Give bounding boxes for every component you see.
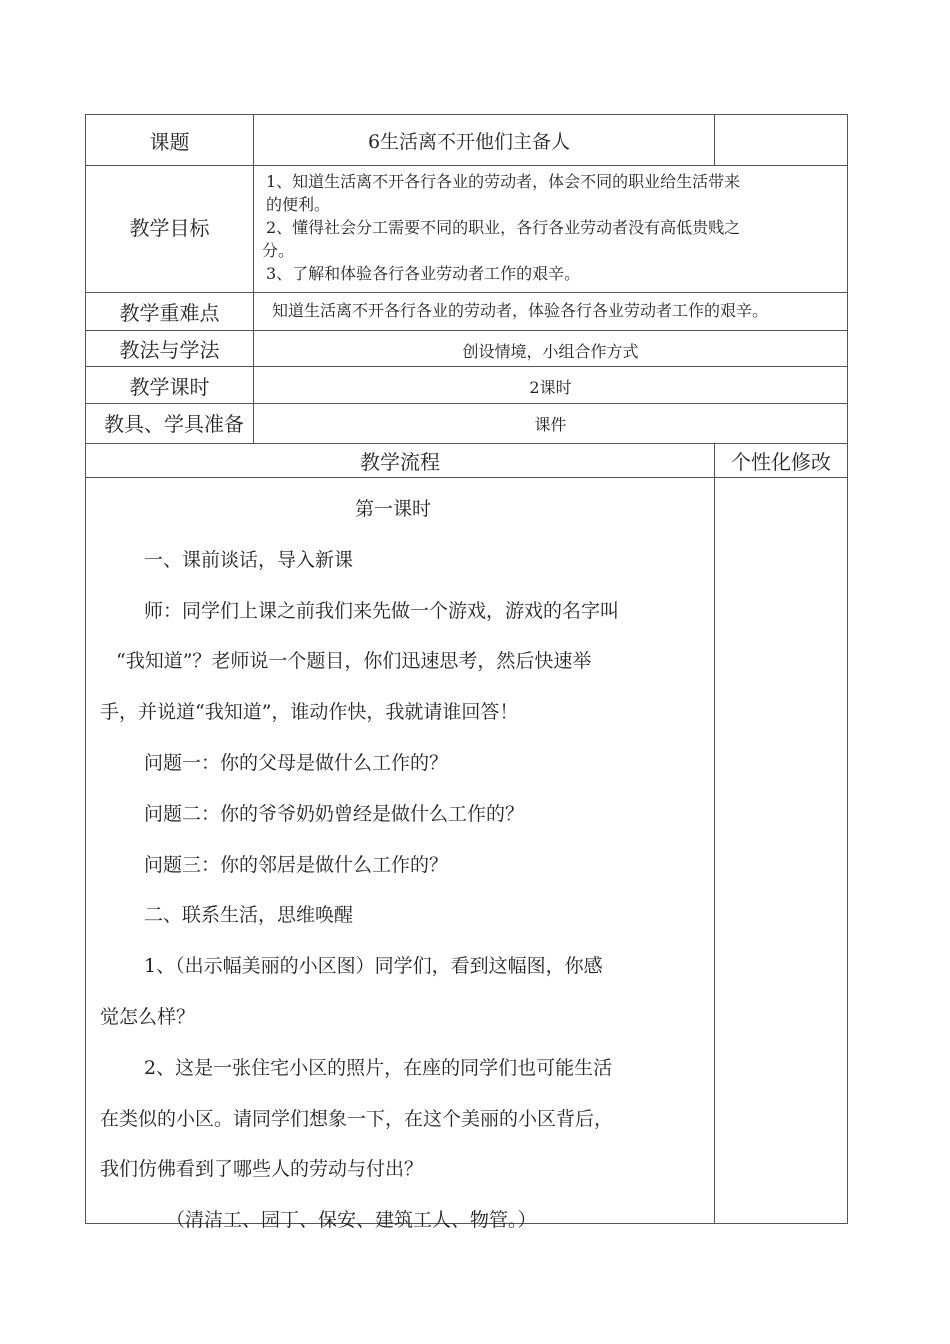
materials-label: 教具、学具准备 [104, 412, 244, 436]
process-line: “我知道”？老师说一个题目，你们迅速思考，然后快速举 [116, 650, 592, 673]
objectives-list [262, 170, 842, 292]
teaching-process-body [100, 484, 710, 1246]
key-points-label: 教学重难点 [119, 301, 220, 325]
objective-line: 3、了解和体验各行各业劳动者工作的艰辛。 [266, 264, 581, 283]
objective-line: 的便利。 [266, 195, 331, 214]
lesson-title-label: 课题 [149, 129, 190, 154]
objective-line: 分。 [262, 241, 295, 260]
section-heading: 第一课时 [354, 498, 431, 520]
class-hours-value: 2课时 [529, 377, 572, 397]
methods-value: 创设情境，小组合作方式 [462, 341, 639, 361]
process-line: 手，并说道“我知道”，谁动作快，我就请谁回答！ [100, 701, 519, 724]
process-header: 教学流程 [360, 450, 440, 474]
process-line: （清洁工、园丁、保安、建筑工人、物管。） [166, 1209, 537, 1232]
materials-value: 课件 [534, 415, 567, 434]
objective-line: 1、知道生活离不开各行各业的劳动者，体会不同的职业给生活带来 [266, 172, 741, 191]
process-line: 问题三：你的邻居是做什么工作的？ [144, 853, 449, 876]
process-line: 问题二：你的爷爷奶奶曾经是做什么工作的？ [144, 802, 525, 825]
title-right-divider [714, 114, 715, 166]
process-line: 在类似的小区。请同学们想象一下，在这个美丽的小区背后， [100, 1107, 614, 1130]
row-divider [85, 477, 848, 478]
methods-label: 教法与学法 [119, 338, 220, 362]
process-line: 师：同学们上课之前我们来先做一个游戏，游戏的名字叫 [144, 599, 620, 622]
key-points-value: 知道生活离不开各行各业的劳动者，体验各行各业劳动者工作的艰辛。 [272, 301, 769, 320]
modify-column-divider [714, 443, 715, 1224]
process-line: 二、联系生活，思维唤醒 [144, 904, 354, 927]
process-line: 觉怎么样？ [100, 1005, 196, 1028]
class-hours-label: 教学课时 [129, 374, 210, 399]
process-line: 我们仿佛看到了哪些人的劳动与付出？ [100, 1158, 424, 1181]
process-line: 问题一：你的父母是做什么工作的？ [144, 751, 449, 774]
lesson-title-value: 6生活离不开他们主备人 [367, 130, 571, 153]
objectives-label: 教学目标 [129, 215, 210, 240]
process-line: 一、课前谈话，导入新课 [144, 548, 354, 571]
table-border-right [847, 114, 848, 1224]
process-line: 1、（出示幅美丽的小区图）同学们，看到这幅图，你感 [144, 955, 603, 978]
process-line: 2、这是一张住宅小区的照片，在座的同学们也可能生活 [144, 1056, 613, 1079]
modify-header: 个性化修改 [731, 450, 831, 474]
objective-line: 2、懂得社会分工需要不同的职业，各行各业劳动者没有高低贵贱之 [266, 218, 741, 237]
